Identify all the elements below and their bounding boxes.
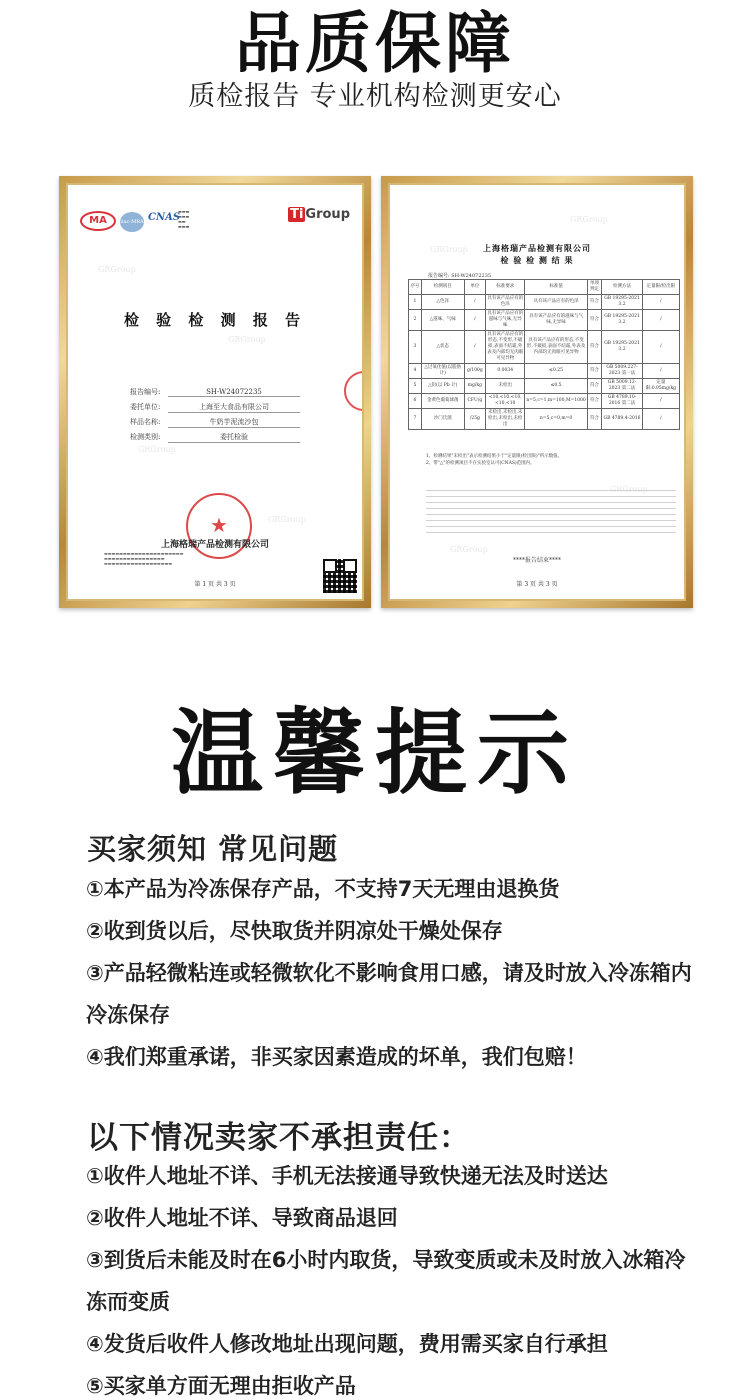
- results-table-row: 2 △滋味、气味 / 具有该产品应有的滋味与气味,无异味 具有该产品应有的滋味与气味,无异味 符合 GB 19295-2021 3.2 /: [409, 310, 680, 331]
- tigroup-logo: Ti Group: [290, 207, 350, 222]
- side-seal-icon: [344, 371, 364, 411]
- results-heading: 检 验 检 测 结 果: [500, 256, 574, 265]
- results-table-row: 1 △色泽 / 具有该产品应有的色泽 具有该产品应有的色泽 符合 GB 19295-2021 3.2 /: [409, 295, 680, 310]
- ilac-logo-icon: ilac-MRA: [120, 212, 144, 232]
- notice-item: ④我们郑重承诺，非买家因素造成的坏单，我们包赔！: [86, 1045, 587, 1069]
- official-seal-icon: ★: [186, 493, 252, 559]
- results-table-row: 3 △状态 / 具有该产品应有的形态,不变形,不破损,表面不结霜,外表及内部均无肉眼可见异物 具有该产品应有的形态,不变形,不破损,表面不结霜,外表及内部均无肉眼可见异物 符合 GB 19295-2021 3.2 /: [409, 331, 680, 364]
- buyer-notice-heading: 买家须知 常见问题: [87, 832, 339, 866]
- results-table-row: 7 沙门氏菌 /25g 未检出,未检出,未检出,未检出,未检出 n=5,c=0,m=0 符合 GB 4789.4-2016 /: [409, 409, 680, 430]
- results-table: [408, 279, 680, 430]
- liability-item: ④发货后收件人修改地址出现问题，费用需买家自行承担: [86, 1332, 608, 1356]
- page-number: 第 1 页 共 3 页: [194, 581, 236, 588]
- liability-heading: 以下情况卖家不承担责任：: [87, 1120, 471, 1156]
- quality-title: 品质保障: [235, 5, 515, 82]
- liability-item: ①收件人地址不详、手机无法接通导致快递无法及时送达: [86, 1164, 608, 1188]
- results-table-row: 4 △过氧化值(以脂肪计) g/100g 0.0034 ≤0.25 符合 GB 5009.227-2023 第一法 /: [409, 364, 680, 379]
- report-field-row: 样品名称: 牛奶芋泥流沙包: [130, 417, 300, 428]
- report-field-row: 报告编号: SH-W24072235: [130, 387, 300, 397]
- liability-item: ②收件人地址不详、导致商品退回: [86, 1206, 398, 1230]
- page-number: 第 3 页 共 3 页: [516, 581, 558, 588]
- results-company: 上海格瑞产品检测有限公司: [483, 244, 591, 253]
- report-title: 检 验 检 测 报 告: [123, 311, 307, 329]
- report-field-row: 检测类别: 委托检验: [130, 432, 300, 443]
- report-field-row: 委托单位: 上海至大食品有限公司: [130, 402, 300, 413]
- accreditation-fine-print: ▬▬▬ ▬▬▬ ▬▬ ▬▬▬: [178, 209, 190, 229]
- tips-title: 温馨提示: [170, 700, 579, 807]
- quality-subtitle: 质检报告 专业机构检测更安心: [188, 81, 562, 112]
- cnas-logo-icon: CNAS: [148, 212, 181, 223]
- results-table-header: 序号 检测项目 单位 标准要求 标准值 单项判定 检测方法 定量限/检出限: [409, 280, 680, 295]
- certificate-cover-image: GRGroup GRGroup GRGroup GRGroup MA ilac-MRA CNAS ▬▬▬ ▬▬▬ ▬▬ ▬▬▬ Ti Group 检 验 检 测 报 告 报告编号: SH-W24072235 委托单位: 上海至大食品有限公司 样品名称: 牛奶芋泥流沙包 检测类别: 委托检验 ★ 上海格瑞产品检测有限公司 ▬▬▬▬▬▬▬▬▬▬▬▬▬▬▬▬▬▬▬▬▬ ▬▬▬▬▬▬▬▬▬▬▬▬▬▬▬▬ ▬▬▬▬▬▬▬▬▬▬▬▬▬▬▬▬▬▬ 第 1 页 共 3 页: [59, 176, 371, 608]
- results-end-mark: ****报告结束****: [512, 557, 561, 564]
- notice-item: ①本产品为冷冻保存产品，不支持7天无理由退换货: [86, 877, 560, 901]
- results-report-number: 报告编号: SH-W24072235: [428, 273, 492, 279]
- ma-logo-icon: MA: [80, 211, 116, 231]
- notice-item: ③产品轻微粘连或轻微软化不影响食用口感，请及时放入冷冻箱内冷冻保存: [86, 961, 692, 1027]
- certificate-results-image: GRGroup GRGroup GRGroup 上海格瑞产品检测有限公司 检 验 检 测 结 果 报告编号: SH-W24072235 序号 检测项目 单位 标准要求 标准值 单项判定 检测方法 定量限/检出限 1 △色泽 / 具有该产品应有的色泽 具有该产品应有的色泽 符合 GB 19295-2021 3.2 / 2 △滋味、气味 / 具有该产品应有的滋味与气味,无异味 具有该产品应有的滋味与气味,无异味 符合 GB 19295-2021 3.2 / 3 △状态 / 具有该产品应有的形态,不变形,不破损,表面不结霜,外表及内部均无肉眼可见异物 具有该产品应有的形态,不变形,不破损,表面不结霜,外表及内部均无肉眼可见异物 符合 GB 19295-2021 3.2 / 4 △过氧化值(以脂肪计) g/100g 0.0034 ≤0.25 符合 GB 5009.227-2023 第一法 / 5 △铅(以 Pb 计) mg/kg 未检出 ≤0.5 符合 GB 5009.12-2023 第二法 定量限:0.05mg/kg 6 金黄色葡萄球菌 CFU/g <10,<10,<10,<10,<10 n=5,c=1,m=100,M=1000 符合 GB 4789.10-2016 第二法 / 7 沙门氏菌 /25g 未检出,未检出,未检出,未检出,未检出 n=5,c=0,m=0 符合 GB 4789.4-2016 / 1、检测结果"未检出"表示检测结果小于"定量限(检出限)"所示数值。 2、带"△"的检测项目不在实验室认可(CNAS)范围内。 ****报告结束**** 第 3 页 共 3 页: [381, 176, 693, 608]
- lab-company-name: 上海格瑞产品检测有限公司: [160, 540, 269, 550]
- notice-item: ②收到货以后，尽快取货并阴凉处干燥处保存: [86, 919, 503, 943]
- results-table-row: 6 金黄色葡萄球菌 CFU/g <10,<10,<10,<10,<10 n=5,c=1,m=100,M=1000 符合 GB 4789.10-2016 第二法 /: [409, 394, 680, 409]
- liability-item: ⑤买家单方面无理由拒收产品: [86, 1374, 356, 1398]
- results-disclaimer-lines: [426, 485, 676, 538]
- liability-item: ③到货后未能及时在6小时内取货，导致变质或未及时放入冰箱冷冻而变质: [86, 1248, 686, 1314]
- lab-contact-fine-print: ▬▬▬▬▬▬▬▬▬▬▬▬▬▬▬▬▬▬▬▬▬ ▬▬▬▬▬▬▬▬▬▬▬▬▬▬▬▬ ▬▬▬▬▬▬▬▬▬▬▬▬▬▬▬▬▬▬: [104, 551, 184, 566]
- results-notes: 1、检测结果"未检出"表示检测结果小于"定量限(检出限)"所示数值。 2、带"△"的检测项目不在实验室认可(CNAS)范围内。: [426, 454, 563, 466]
- results-table-row: 5 △铅(以 Pb 计) mg/kg 未检出 ≤0.5 符合 GB 5009.12-2023 第二法 定量限:0.05mg/kg: [409, 379, 680, 394]
